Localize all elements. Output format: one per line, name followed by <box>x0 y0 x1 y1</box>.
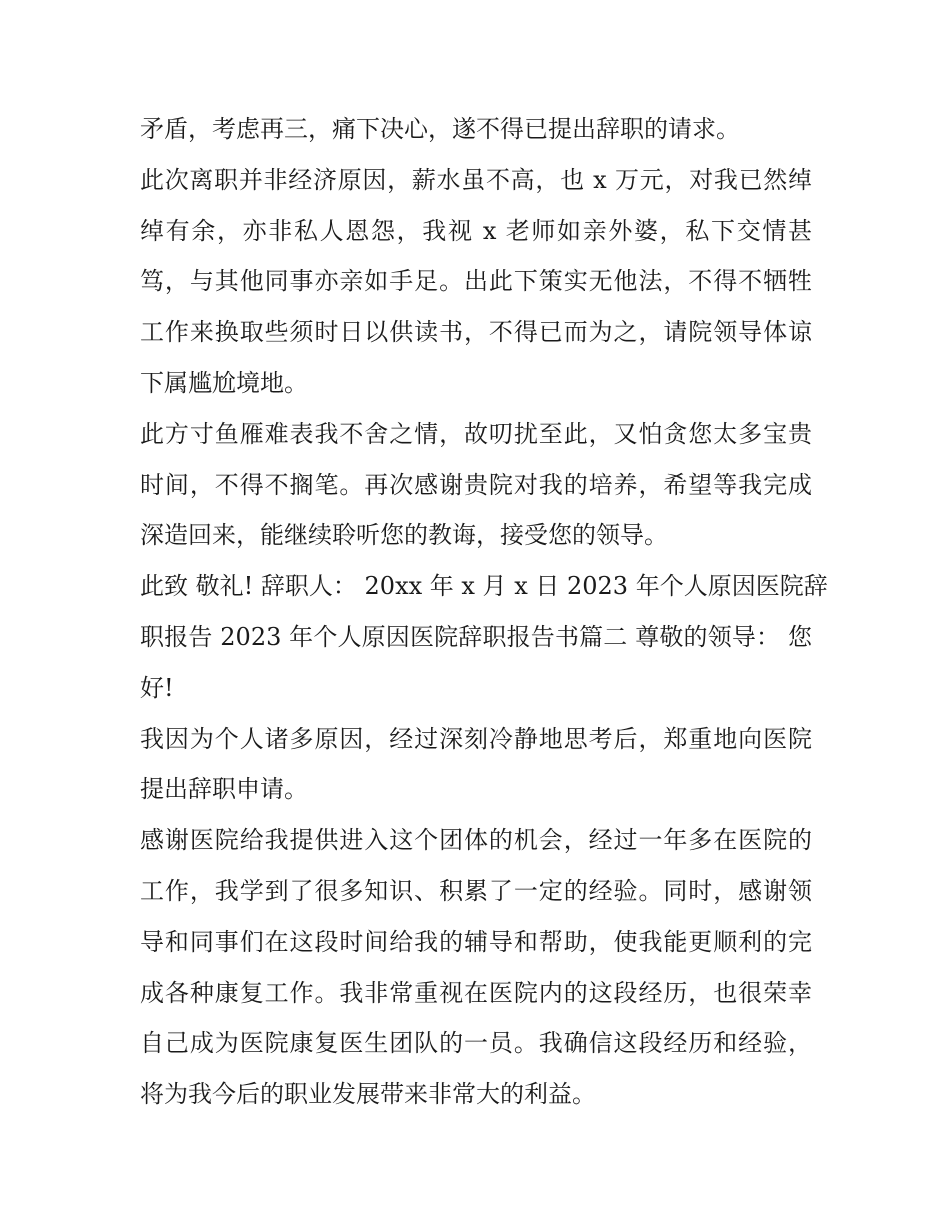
text-line: 将为我今后的职业发展带来非常大的利益。 <box>140 1080 596 1109</box>
text-line: 成各种康复工作。我非常重视在医院内的这段经历，也很荣幸 <box>140 978 812 1007</box>
text-line: 此方寸鱼雁难表我不舍之情，故叨扰至此，又怕贪您太多宝贵 <box>140 419 812 448</box>
text-line: 矛盾，考虑再三，痛下决心，遂不得已提出辞职的请求。 <box>140 115 740 143</box>
text-line: 此次离职并非经济原因，薪水虽不高，也 x 万元，对我已然绰 <box>140 165 812 194</box>
text-line: 工作来换取些须时日以供读书，不得已而为之，请院领导体谅 <box>140 318 812 347</box>
text-line: 自己成为医院康复医生团队的一员。我确信这段经历和经验， <box>140 1029 812 1058</box>
text-line: 职报告 2023 年个人原因医院辞职报告书篇二 尊敬的领导： 您 <box>140 622 812 651</box>
text-line: 感谢医院给我提供进入这个团体的机会，经过一年多在医院的 <box>140 826 812 855</box>
text-line: 提出辞职申请。 <box>140 775 308 804</box>
text-line: 笃，与其他同事亦亲如手足。出此下策实无他法，不得不牺牲 <box>140 267 812 296</box>
text-line: 导和同事们在这段时间给我的辅导和帮助，使我能更顺利的完 <box>140 927 812 956</box>
text-line: 此致 敬礼! 辞职人： 20xx 年 x 月 x 日 2023 年个人原因医院辞 <box>140 572 828 601</box>
text-line: 好! <box>140 673 174 702</box>
text-line: 深造回来，能继续聆听您的教诲，接受您的领导。 <box>140 521 668 550</box>
text-line: 我因为个人诸多原因，经过深刻冷静地思考后，郑重地向医院 <box>140 724 812 753</box>
text-line: 工作，我学到了很多知识、积累了一定的经验。同时，感谢领 <box>140 876 812 905</box>
document-body <box>140 104 828 1120</box>
text-line: 下属尴尬境地。 <box>140 368 308 397</box>
text-line: 绰有余，亦非私人恩怨，我视 x 老师如亲外婆，私下交情甚 <box>140 216 812 245</box>
text-line: 时间，不得不搁笔。再次感谢贵院对我的培养，希望等我完成 <box>140 470 812 499</box>
